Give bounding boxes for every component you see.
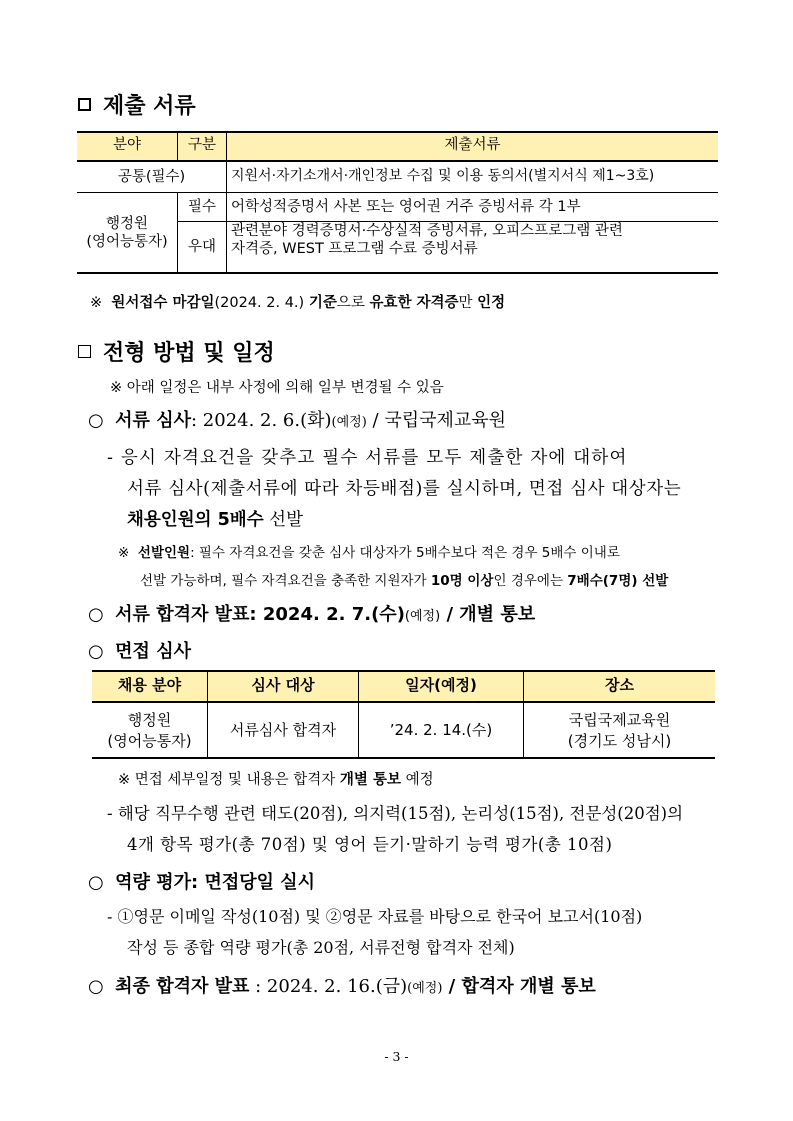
selection-count-note-line2: 선발 가능하며, 필수 자격요건을 충족한 지원자가 10명 이상인 경우에는 7배수(7명) 선발: [140, 573, 669, 589]
table-header-field: 분야: [77, 131, 177, 160]
doc-review-desc-line3: 채용인원의 5배수 선발: [127, 510, 303, 530]
common-field-cell: 공통(필수): [117, 168, 186, 185]
checkbox-square-icon: [78, 98, 91, 111]
required-label-cell: 필수: [187, 198, 216, 215]
doc-review-desc-line1: - 응시 자격요건을 갖추고 필수 서류를 모두 제출한 자에 대하여: [107, 448, 628, 468]
table-rule: [92, 701, 715, 703]
competency-line1: - ①영문 이메일 작성(10점) 및 ②영문 자료를 바탕으로 한국어 보고서(10점): [107, 907, 643, 926]
competency-heading: ○ 역량 평가: 면접당일 실시: [88, 872, 316, 893]
table-rule: [92, 757, 715, 759]
interview-target-cell: 서류심사 합격자: [229, 721, 337, 740]
interview-heading: ○ 면접 심사: [88, 641, 191, 662]
table-rule: [207, 670, 208, 758]
table-header-date: 일자(예정): [359, 670, 523, 701]
interview-notice: ※ 면접 세부일정 및 내용은 합격자 개별 통보 예정: [118, 772, 434, 788]
section-title-documents: 제출 서류: [78, 89, 196, 120]
certificate-validity-note: ※ 원서접수 마감일(2024. 2. 4.) 기준으로 유효한 자격증만 인정: [90, 295, 506, 311]
interview-place-cell: 국립국제교육원 (경기도 성남시): [567, 711, 672, 750]
table-header-target: 심사 대상: [208, 670, 358, 701]
selection-count-note-line1: ※ 선발인원: 필수 자격요건을 갖춘 심사 대상자가 5배수보다 적은 경우 5배수 이내로: [118, 545, 620, 561]
table-header-category: 구분: [178, 131, 226, 160]
table-rule: [177, 192, 178, 273]
doc-review-desc-line2: 서류 심사(제출서류에 따라 차등배점)를 실시하며, 면접 심사 대상자는: [127, 479, 682, 499]
table-rule: [77, 131, 718, 133]
table-rule: [77, 160, 718, 162]
interview-field-cell: 행정원 (영어능통자): [107, 711, 192, 750]
table-rule: [177, 221, 718, 222]
schedule-change-notice: ※ 아래 일정은 내부 사정에 의해 일부 변경될 수 있음: [110, 380, 444, 396]
checkbox-square-icon: [78, 345, 91, 358]
section-title-schedule: 전형 방법 및 일정: [78, 336, 275, 367]
admin-field-cell: 행정원 (영어능통자): [86, 215, 168, 250]
common-docs-cell: 지원서·자기소개서·개인정보 수집 및 이용 동의서(별지서식 제1~3호): [231, 168, 655, 185]
competency-line2: 작성 등 종합 역량 평가(총 20점, 서류전형 합격자 전체): [127, 938, 515, 957]
doc-result-heading: ○ 서류 합격자 발표: 2024. 2. 7.(수)(예정) / 개별 통보: [88, 604, 536, 625]
interview-table: [92, 670, 715, 758]
table-rule: [92, 670, 715, 672]
table-header-docs: 제출서류: [227, 131, 718, 160]
table-rule: [523, 670, 524, 758]
documents-table: [77, 131, 718, 273]
required-docs-cell: 어학성적증명서 사본 또는 영어권 거주 증빙서류 각 1부: [231, 198, 581, 215]
table-rule: [77, 272, 718, 274]
interview-date-cell: ’24. 2. 14.(수): [389, 721, 493, 740]
table-rule: [77, 192, 718, 193]
interview-eval-line1: - 해당 직무수행 관련 태도(20점), 의지력(15점), 논리성(15점), 전문성(20점)의: [107, 804, 684, 823]
page-number: - 3 -: [384, 1049, 409, 1064]
preferred-docs-cell: 관련분야 경력증명서·수상실적 증빙서류, 오피스프로그램 관련 자격증, WEST 프로그램 수료 증빙서류: [231, 223, 623, 258]
doc-review-heading: ○ 서류 심사: 2024. 2. 6.(화)(예정) / 국립국제교육원: [88, 410, 507, 431]
table-rule: [177, 131, 178, 161]
final-result-heading: ○ 최종 합격자 발표 : 2024. 2. 16.(금)(예정) / 합격자 개별 통보: [88, 976, 596, 997]
table-rule: [358, 670, 359, 758]
preferred-label-cell: 우대: [187, 239, 216, 256]
table-header-place: 장소: [524, 670, 715, 701]
table-header-field: 채용 분야: [92, 670, 207, 701]
table-rule: [226, 131, 227, 273]
interview-eval-line2: 4개 항목 평가(총 70점) 및 영어 듣기·말하기 능력 평가(총 10점): [127, 835, 613, 854]
